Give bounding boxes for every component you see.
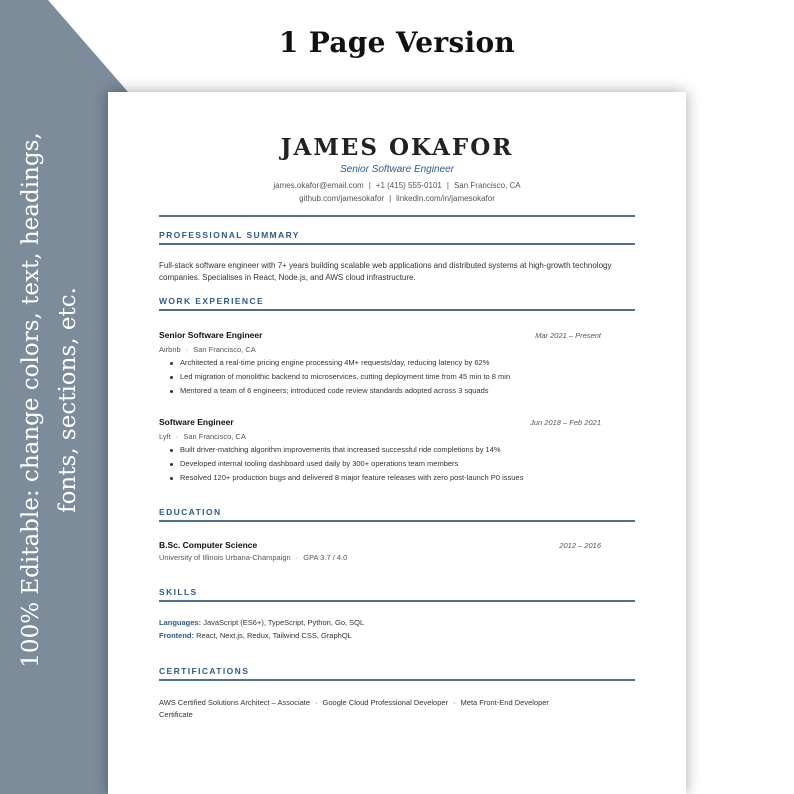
section-rule [159, 600, 635, 602]
job-1-company: Airbnb [159, 345, 181, 354]
section-rule [159, 215, 635, 217]
education-school: University of Illinois Urbana-Champaign [159, 553, 291, 562]
certification-item-continued: Certificate [159, 710, 193, 719]
contact-separator: | [368, 181, 371, 190]
side-text-line2: fonts, sections, etc. [55, 287, 81, 513]
section-rule [159, 309, 635, 311]
list-item: Mentored a team of 6 engineers; introduced code review standards adopted across 3 squads [168, 384, 628, 398]
certification-item: Google Cloud Professional Developer [322, 698, 449, 707]
list-item: Resolved 120+ production bugs and delivered 8 major feature releases with zero post-launch P0 issues [168, 471, 628, 485]
list-item: Architected a real-time pricing engine processing 4M+ requests/day, reducing latency by 62% [168, 356, 628, 370]
job-2-company-line: Lyft · San Francisco, CA [159, 432, 246, 441]
education-school-line: University of Illinois Urbana-Champaign · GPA 3.7 / 4.0 [159, 553, 348, 562]
side-text-line1: 100% Editable: change colors, text, headings, [18, 132, 44, 668]
education-degree: B.Sc. Computer Science [159, 540, 258, 550]
job-1-dates: Mar 2021 – Present [535, 331, 601, 340]
certifications-heading: CERTIFICATIONS [159, 666, 250, 676]
job-2-company: Lyft [159, 432, 171, 441]
skills-frontend-value: React, Next.js, Redux, Tailwind CSS, GraphQL [196, 631, 352, 640]
certification-item: AWS Certified Solutions Architect – Associate [159, 698, 311, 707]
job-2-location: San Francisco, CA [183, 432, 246, 441]
skills-languages [159, 618, 364, 627]
skills-frontend [159, 631, 352, 640]
certification-item: Meta Front-End Developer [460, 698, 549, 707]
list-item: Built driver-matching algorithm improvements that increased successful ride completions by 14% [168, 443, 628, 457]
education-heading: EDUCATION [159, 507, 222, 517]
contact-line-2 [108, 194, 686, 203]
section-rule [159, 520, 635, 522]
job-1-company-line: Airbnb · San Francisco, CA [159, 345, 256, 354]
skills-languages-value: JavaScript (ES6+), TypeScript, Python, Go, SQL [203, 618, 365, 627]
skills-frontend-label: Frontend: [159, 631, 194, 640]
resume-page [108, 92, 686, 794]
certifications-list: AWS Certified Solutions Architect – Associate · Google Cloud Professional Developer · Meta Front-End Developer Certificate [159, 698, 549, 719]
resume-name: JAMES OKAFOR [280, 134, 514, 161]
section-rule [159, 243, 635, 245]
summary-heading: PROFESSIONAL SUMMARY [159, 230, 300, 240]
contact-phone: +1 (415) 555-0101 [375, 181, 442, 190]
job-1-title: Senior Software Engineer [159, 330, 263, 340]
skills-languages-label: Languages: [159, 618, 202, 627]
contact-github[interactable]: github.com/jamesokafor [299, 194, 385, 203]
job-1-location: San Francisco, CA [193, 345, 256, 354]
education-gpa: GPA 3.7 / 4.0 [303, 553, 348, 562]
contact-line-1 [108, 181, 686, 190]
contact-separator: | [446, 181, 449, 190]
contact-email[interactable]: james.okafor@email.com [273, 181, 364, 190]
list-item: Developed internal tooling dashboard used daily by 300+ operations team members [168, 457, 628, 471]
resume-job-title: Senior Software Engineer [340, 164, 454, 175]
job-2-bullets [168, 443, 628, 485]
section-rule [159, 679, 635, 681]
summary-text: Full-stack software engineer with 7+ years building scalable web applications and distributed systems at high-growth technology companies. Specialises in React, Node.js, and AWS cloud infrastructure. [159, 261, 612, 282]
contact-separator: | [389, 194, 392, 203]
education-dates: 2012 – 2016 [559, 541, 601, 550]
banner-title: 1 Page Version [278, 26, 516, 59]
job-2-title: Software Engineer [159, 417, 234, 427]
list-item: Led migration of monolithic backend to microservices, cutting deployment time from 45 min to 8 min [168, 370, 628, 384]
contact-location: San Francisco, CA [453, 181, 521, 190]
job-1-bullets [168, 356, 628, 398]
contact-linkedin[interactable]: linkedin.com/in/jamesokafor [396, 194, 495, 203]
job-2-dates: Jun 2018 – Feb 2021 [530, 418, 601, 427]
experience-heading: WORK EXPERIENCE [159, 296, 265, 306]
skills-heading: SKILLS [159, 587, 198, 597]
